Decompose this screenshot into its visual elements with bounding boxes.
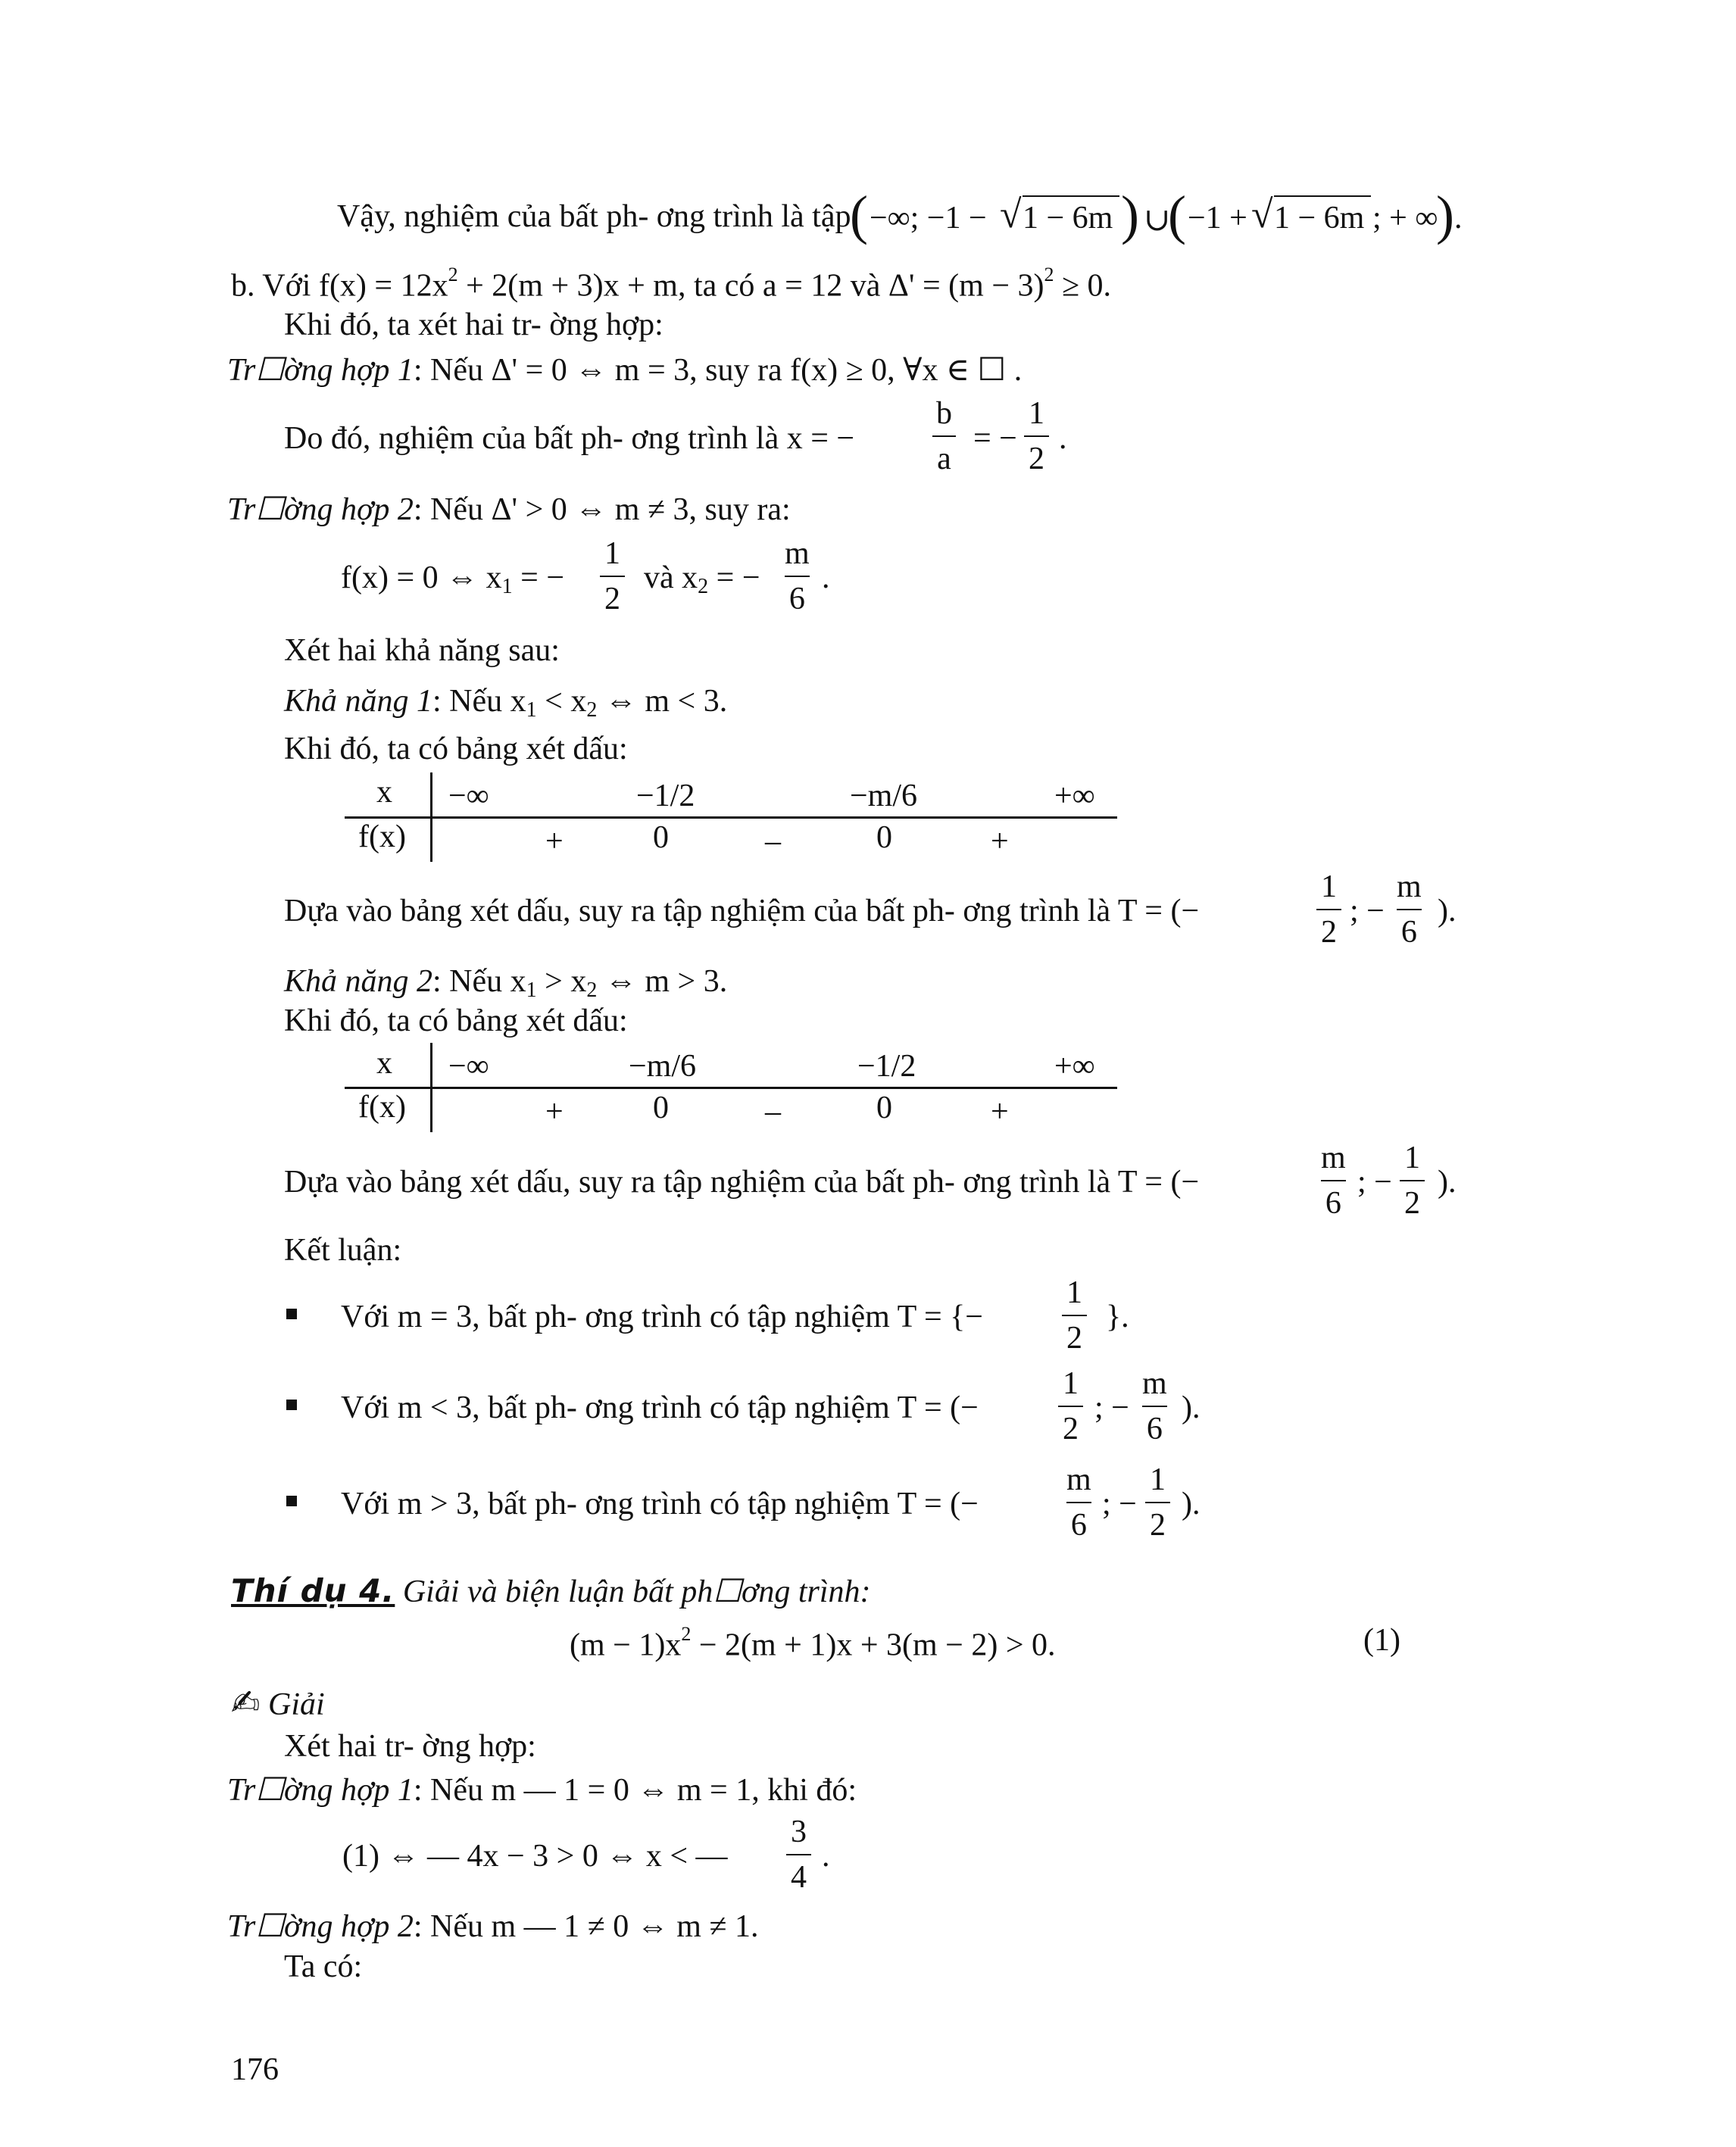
roots-line [341, 562, 564, 598]
table-head-cell: −m/6 [850, 779, 918, 813]
line-text: Vậy, nghiệm của bất ph- ơng trình là tập [337, 199, 851, 234]
text: : Nếu Δ' > 0 ⇔ m ≠ 3, suy ra: [413, 492, 791, 527]
solution-label: Giải [268, 1687, 325, 1722]
text: ⇔ m < 3. [597, 684, 728, 719]
sign-table-intro: Khi đó, ta có bảng xét dấu: [284, 732, 628, 766]
equation-number: (1) [1363, 1623, 1400, 1658]
table-sign-cell: + [545, 824, 564, 859]
table-head-cell: −m/6 [629, 1049, 697, 1084]
label: Khả năng 1 [284, 684, 433, 719]
separator: ; − [1102, 1487, 1137, 1521]
result-2: Dựa vào bảng xét dấu, suy ra tập nghiệm của bất ph- ơng trình là T = (− [284, 1165, 1200, 1200]
two-possibilities: Xét hai khả năng sau: [284, 633, 560, 668]
text: : Nếu x [432, 684, 526, 719]
close: ). [1182, 1390, 1201, 1425]
text: và x [644, 560, 698, 595]
bullet-marker [286, 1496, 297, 1506]
radical-bar [1274, 195, 1371, 197]
numerator: 1 [604, 536, 620, 571]
solution-heading [231, 1682, 325, 1723]
denominator: 2 [1024, 435, 1049, 475]
text: ≥ 0. [1054, 268, 1112, 304]
bullet-marker [286, 1309, 297, 1319]
fraction-b-over-a [932, 398, 957, 475]
numerator: m [1066, 1462, 1091, 1497]
table-sign-cell: + [991, 1094, 1009, 1129]
numerator: m [785, 536, 810, 571]
union-symbol: ∪ [1144, 203, 1171, 238]
table-sign-cell: 0 [653, 820, 669, 855]
close: ). [1438, 894, 1457, 928]
radicand-a: 1 − 6m [1023, 201, 1113, 236]
text: : Nếu Δ' = 0 ⇔ m = 3, suy ra f(x) ≥ 0, ∀x ∈ ☐ . [413, 353, 1023, 388]
conclusion-item-2: Với m < 3, bất ph- ơng trình có tập nghiệm T = (− [341, 1390, 979, 1425]
separator: ; − [1357, 1165, 1392, 1200]
table-head-cell: −1/2 [636, 779, 695, 813]
denominator: 6 [1321, 1180, 1346, 1219]
solution-intro: Xét hai tr- ờng hợp: [284, 1729, 536, 1764]
table-sign-cell: + [545, 1094, 564, 1129]
denominator: 6 [1397, 909, 1422, 948]
table-sign-cell: 0 [876, 1091, 892, 1125]
table-head-cell: +∞ [1054, 1049, 1095, 1084]
numerator: 1 [1321, 869, 1337, 904]
table-sign-cell: – [765, 824, 781, 859]
fraction-1-over-2 [600, 538, 625, 615]
example-equation [570, 1624, 1056, 1662]
subscript: 1 [501, 575, 513, 598]
fraction-1-over-2 [1058, 1368, 1083, 1445]
text: > x [536, 964, 587, 999]
denominator: a [932, 435, 956, 475]
conclusion-item-1: Với m = 3, bất ph- ơng trình có tập nghiệm T = {− [341, 1300, 983, 1334]
denominator: 6 [785, 576, 810, 615]
denominator: 2 [1062, 1315, 1087, 1354]
numerator: 1 [1066, 1275, 1082, 1310]
denominator: 2 [1316, 909, 1341, 948]
case-1-equation: (1) ⇔ — 4x − 3 > 0 ⇔ x < — [342, 1839, 728, 1874]
subscript: 2 [586, 698, 598, 722]
fraction-m-over-6 [1392, 871, 1426, 948]
bullet-marker [286, 1400, 297, 1410]
numerator: 1 [1404, 1141, 1420, 1175]
case-label: Tr☐ờng hợp 2 [227, 1909, 414, 1944]
possibility-2 [284, 966, 727, 1001]
example-case-1 [227, 1774, 857, 1806]
sqrt-symbol: √ [1251, 193, 1273, 236]
table-horizontal-divider [345, 1087, 1117, 1089]
period: . [1454, 201, 1463, 236]
sign-table-intro: Khi đó, ta có bảng xét dấu: [284, 1003, 628, 1038]
text: : Nếu m — 1 ≠ 0 ⇔ m ≠ 1. [413, 1909, 759, 1944]
text: ⇔ m > 3. [597, 964, 728, 999]
line-cases-intro: Khi đó, ta xét hai tr- ờng hợp: [284, 307, 663, 342]
set-part-a: −∞; −1 − [870, 201, 987, 236]
part-b-line [231, 265, 1111, 302]
table-sign-cell: 0 [653, 1091, 669, 1125]
text: f(x) = 0 ⇔ x [341, 560, 502, 595]
denominator: 2 [1400, 1180, 1425, 1219]
fraction-1-over-2 [1400, 1142, 1425, 1219]
paren-right: ) [1121, 185, 1139, 245]
table-head-cell: −∞ [448, 1049, 489, 1084]
paren-right: ) [1436, 185, 1454, 245]
case-1-line [227, 354, 1022, 386]
possibility-1 [284, 685, 727, 721]
table-horizontal-divider [345, 816, 1117, 819]
close: ). [1182, 1487, 1201, 1521]
table-head-cell: +∞ [1054, 779, 1095, 813]
subscript: 1 [526, 978, 537, 1002]
denominator: 2 [1058, 1406, 1083, 1445]
close: ). [1438, 1165, 1457, 1200]
denominator: 4 [786, 1854, 811, 1893]
case-label: Tr☐ờng hợp 1 [227, 1773, 414, 1808]
fraction-1-over-2 [1024, 398, 1049, 475]
label: Khả năng 2 [284, 964, 433, 999]
text: = − [708, 560, 760, 595]
close: }. [1106, 1300, 1129, 1334]
example-title: Giải và biện luận bất ph☐ơng trình: [395, 1574, 871, 1609]
paren-left: ( [1168, 185, 1186, 245]
pen-icon: ✍ [231, 1682, 261, 1723]
equals: = − [973, 421, 1017, 456]
numerator: m [1142, 1366, 1167, 1401]
table-head-cell: −∞ [448, 779, 489, 813]
case-label: Tr☐ờng hợp 1 [227, 353, 414, 388]
superscript: 2 [448, 264, 458, 286]
numerator: 1 [1029, 396, 1044, 431]
case-label: Tr☐ờng hợp 2 [227, 492, 414, 527]
period: . [1059, 421, 1067, 456]
radical-bar [1023, 195, 1119, 197]
sqrt-symbol: √ [1000, 193, 1022, 236]
text: : Nếu x [432, 964, 526, 999]
conclusion-heading: Kết luận: [284, 1233, 402, 1268]
case-1-result: Do đó, nghiệm của bất ph- ơng trình là x = − [284, 421, 855, 456]
numerator: b [936, 396, 952, 431]
fraction-m-over-6 [1316, 1142, 1350, 1219]
denominator: 2 [1145, 1502, 1170, 1541]
text: : Nếu m — 1 = 0 ⇔ m = 1, khi đó: [413, 1773, 857, 1808]
fraction-m-over-6 [1138, 1368, 1172, 1445]
text: (m − 1)x [570, 1627, 682, 1663]
text: b. Với f(x) = 12x [231, 268, 448, 304]
set-part-b: −1 + [1188, 201, 1247, 236]
period: . [822, 1839, 830, 1874]
denominator: 2 [600, 576, 625, 615]
fraction-1-over-2 [1145, 1464, 1170, 1541]
denominator: 6 [1142, 1406, 1167, 1445]
table-fx-label: f(x) [358, 819, 406, 854]
paren-left: ( [850, 185, 868, 245]
set-part-b-end: ; + ∞ [1372, 201, 1438, 236]
numerator: m [1397, 869, 1422, 904]
fraction-1-over-2 [1316, 871, 1341, 948]
period: . [822, 560, 830, 595]
subscript: 2 [698, 575, 709, 598]
example-case-2 [227, 1911, 758, 1943]
ta-co: Ta có: [284, 1949, 363, 1984]
table-sign-cell: + [991, 824, 1009, 859]
table-sign-cell: – [765, 1094, 781, 1129]
separator: ; − [1350, 894, 1385, 928]
denominator: 6 [1066, 1502, 1091, 1541]
result-1: Dựa vào bảng xét dấu, suy ra tập nghiệm của bất ph- ơng trình là T = (− [284, 894, 1200, 928]
superscript: 2 [681, 1623, 692, 1645]
table-sign-cell: 0 [876, 820, 892, 855]
superscript: 2 [1044, 264, 1054, 286]
table-x-label: x [376, 775, 392, 810]
numerator: 3 [791, 1815, 807, 1849]
table-x-label: x [376, 1046, 392, 1081]
conclusion-item-3: Với m > 3, bất ph- ơng trình có tập nghiệm T = (− [341, 1487, 979, 1521]
numerator: m [1321, 1141, 1346, 1175]
example-heading: Thí dụ 4. [231, 1572, 395, 1609]
radicand-b: 1 − 6m [1274, 201, 1365, 236]
text: < x [536, 684, 587, 719]
roots-line-b [644, 562, 760, 598]
subscript: 1 [526, 698, 537, 722]
subscript: 2 [586, 978, 598, 1002]
table-head-cell: −1/2 [857, 1049, 916, 1084]
numerator: 1 [1150, 1462, 1166, 1497]
table-fx-label: f(x) [358, 1090, 406, 1125]
page-number: 176 [231, 2052, 279, 2087]
solution-set-line [337, 201, 851, 232]
text: + 2(m + 3)x + m, ta có a = 12 và Δ' = (m − 3) [457, 268, 1044, 304]
fraction-3-over-4 [786, 1816, 811, 1893]
fraction-m-over-6 [1062, 1464, 1096, 1541]
fraction-m-over-6 [780, 538, 814, 615]
separator: ; − [1094, 1390, 1129, 1425]
example-heading-line [231, 1572, 871, 1609]
fraction-1-over-2 [1062, 1277, 1087, 1354]
text: = − [512, 560, 565, 595]
numerator: 1 [1063, 1366, 1079, 1401]
case-2-line [227, 494, 791, 526]
text: − 2(m + 1)x + 3(m − 2) > 0. [691, 1627, 1056, 1663]
